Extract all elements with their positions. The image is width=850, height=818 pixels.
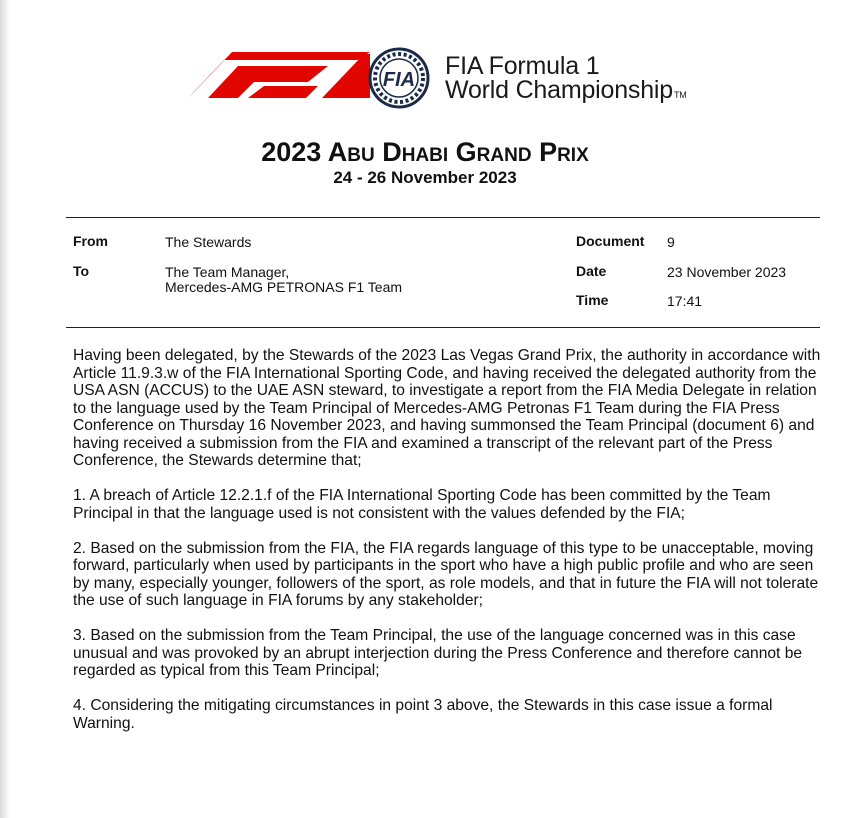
header-divider-bottom [66, 327, 820, 328]
fia-f1-header-logo [188, 44, 728, 110]
decision-point-3: 3. Based on the submission from the Team Principal, the use of the language concerned was in this case unusual and was provoked by an abrupt interjection during the Press Conference and therefore cannot be regarded as typical from this Team Principal; [73, 627, 803, 679]
fia-seal-icon [368, 47, 430, 109]
to-value-line-1: The Team Manager, [165, 264, 290, 280]
brand-trademark: TM [674, 90, 687, 100]
fia-seal-text: FIA [382, 69, 416, 91]
decision-body [73, 347, 823, 750]
decision-point-1: 1. A breach of Article 12.2.1.f of the FIA International Sporting Code has been committed by the Team Principal in that the language used is not consistent with the values defended by the FIA; [73, 487, 771, 522]
decision-point-4: 4. Considering the mitigating circumstances in point 3 above, the Stewards in this case issue a formal Warning. [73, 697, 773, 732]
to-value-line-2: Mercedes-AMG PETRONAS F1 Team [165, 279, 403, 295]
f1-logo-icon [188, 52, 370, 98]
intro-paragraph: Having been delegated, by the Stewards of the 2023 Las Vegas Grand Prix, the authority in accordance with Article 11.9.3.w of the FIA International Sporting Code, and having received the delegated authority from the USA ASN (ACCUS) to the UAE ASN steward, to investigate a report from the FIA Media Delegate in relation to the language used by the Team Principal of Mercedes-AMG Petronas F1 Team during the FIA Press Conference on Thursday 16 November 2023, and having summonsed the Team Principal (document 6) and having received a submission from the FIA and examined a transcript of the relevant part of the Press Conference, the Stewards determine that; [73, 347, 821, 469]
time-label: Time [576, 292, 609, 308]
to-label: To [73, 263, 90, 279]
header-divider-top [66, 217, 820, 218]
document-number: 9 [667, 234, 675, 250]
decision-point-2: 2. Based on the submission from the FIA, the FIA regards language of this type to be unacceptable, moving forward, particularly when used by participants in the sport who have a high public profile and who are seen by many, especially younger, followers of the sport, as role models, and that in future the FIA will not tolerate the use of such language in FIA forums by any stakeholder; [73, 539, 819, 609]
brand-line-2-text: World Championship [445, 76, 673, 104]
time-value: 17:41 [667, 293, 703, 309]
date-value: 23 November 2023 [667, 264, 787, 280]
from-label: From [73, 233, 108, 249]
event-title [0, 136, 850, 168]
scan-edge-shadow [0, 0, 10, 818]
from-value: The Stewards [165, 234, 252, 250]
brand-line-1: FIA Formula 1 [445, 52, 600, 80]
event-title-text: 2023 Abu Dhabi Grand Prix [261, 137, 589, 167]
document-label: Document [576, 233, 645, 249]
event-dates: 24 - 26 November 2023 [333, 168, 517, 187]
date-label: Date [576, 263, 607, 279]
brand-line-2 [445, 76, 687, 109]
